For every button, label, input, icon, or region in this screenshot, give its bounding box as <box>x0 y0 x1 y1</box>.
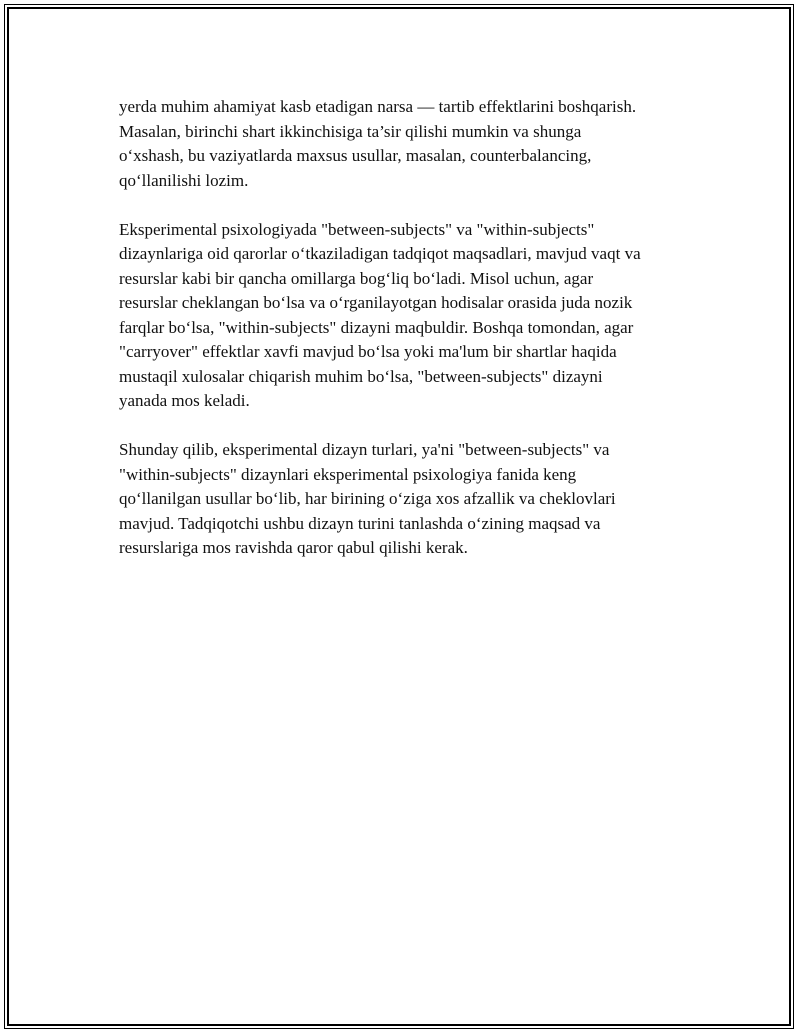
paragraph-1: yerda muhim ahamiyat kasb etadigan narsa — tartib effektlarini boshqarish. Masalan, birinchi shart ikkinchisiga ta’sir qilishi mumkin va shunga o‘xshash, bu vaziyatlarda maxsus usullar, masalan, counterbalancing, qo‘llanilishi lozim. <box>119 97 637 190</box>
paragraph-2: Eksperimental psixologiyada "between-subjects" va "within-subjects" dizaynlariga oid qarorlar o‘tkaziladigan tadqiqot maqsadlari, mavjud vaqt va resurslar kabi bir qancha omillarga bog‘liq bo‘ladi. Misol uchun, agar resurslar cheklangan bo‘lsa va o‘rganilayotgan hodisalar orasida juda nozik farqlar bo‘lsa, "within-subjects" dizayni maqbuldir. Boshqa tomondan, agar "carryover" effektlar xavfi mavjud bo‘lsa yoki ma'lum bir shartlar haqida mustaqil xulosalar chiqarish muhim bo‘lsa, "between-subjects" dizayni yanada mos keladi. <box>119 219 641 410</box>
paragraph-3: Shunday qilib, eksperimental dizayn turlari, ya'ni "between-subjects" va "within-subjects" dizaynlari eksperimental psixologiya fanida keng qo‘llanilgan usullar bo‘lib, har birining o‘ziga xos afzallik va cheklovlari mavjud. Tadqiqotchi ushbu dizayn turini tanlashda o‘zining maqsad va resurslariga mos ravishda qaror qabul qilishi kerak. <box>119 440 616 557</box>
document-page <box>4 4 794 1029</box>
document-body <box>119 95 709 585</box>
